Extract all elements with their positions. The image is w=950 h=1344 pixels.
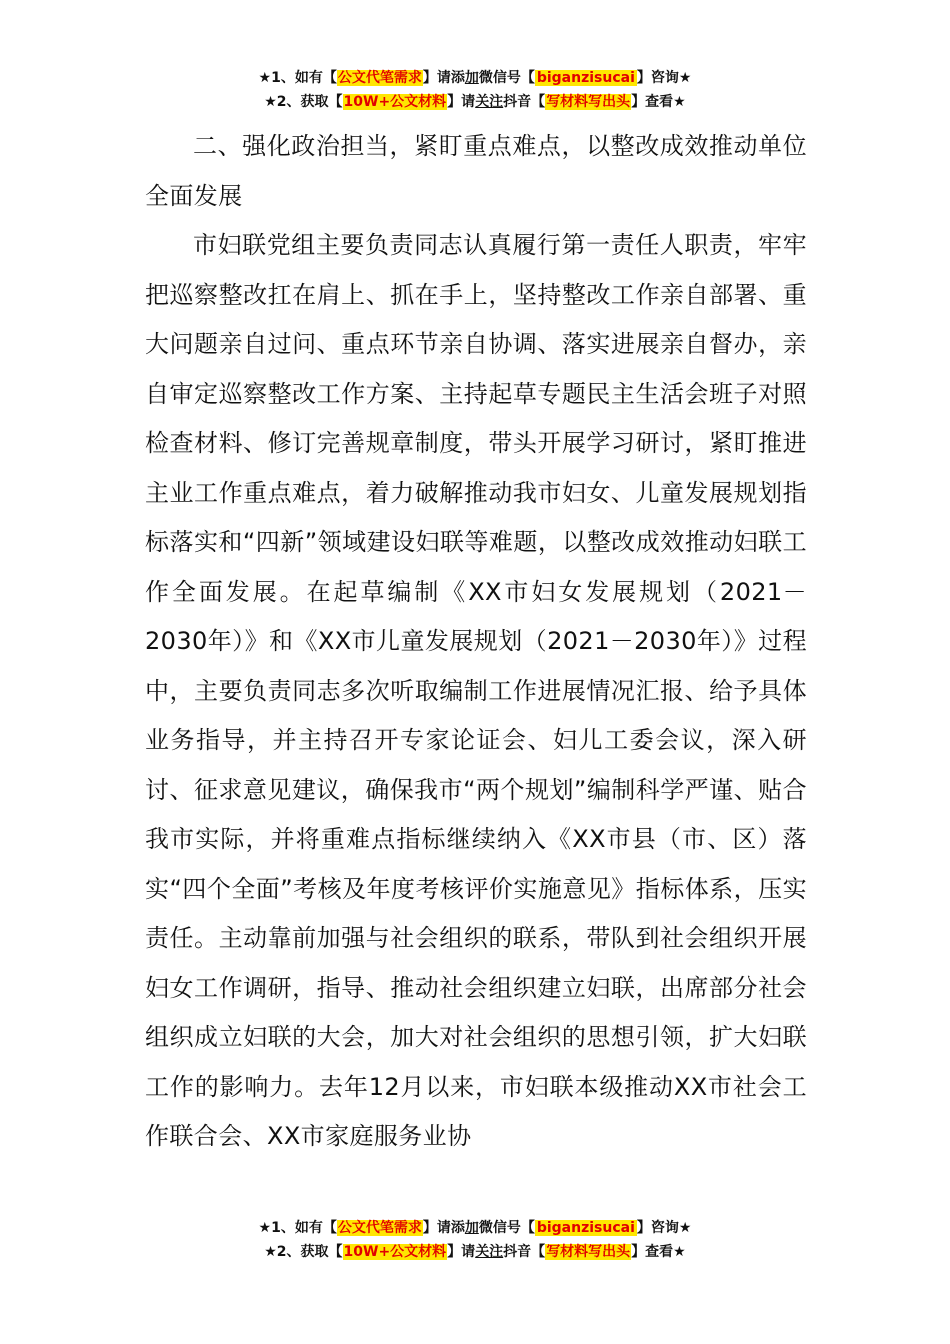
banner-text: 】请添 [422,1220,465,1236]
banner-text: 】咨询★ [636,1220,692,1236]
douyin-highlight: 写材料写出头 [546,1244,631,1260]
banner-highlight: 10W+公文材料 [343,1244,447,1260]
banner-highlight: 公文代笔需求 [337,1220,422,1236]
banner-underlined: 关注 [475,94,504,110]
banner-text: 】查看★ [631,1244,686,1260]
banner-underlined: 加 [464,1220,479,1236]
banner-text: ★2、获取【 [264,1244,343,1260]
banner-text: 】请 [447,1244,476,1260]
banner-text: ★1、如有【 [258,1220,337,1236]
banner-text: 】请添 [422,70,465,86]
wechat-id-highlight: biganzisucai [536,70,635,86]
banner-underlined: 关注 [475,1244,504,1260]
banner-text: 抖音【 [503,1244,546,1260]
banner-text: 抖音【 [503,94,546,110]
banner-line-1 [0,66,950,90]
douyin-highlight: 写材料写出头 [546,94,631,110]
footer-banner [0,1216,950,1264]
banner-text: ★2、获取【 [264,94,343,110]
banner-text: 】请 [447,94,476,110]
header-banner [0,66,950,114]
banner-text: 微信号【 [478,1220,535,1236]
banner-text: 微信号【 [478,70,535,86]
banner-line-2 [0,90,950,114]
banner-line-1 [0,1216,950,1240]
banner-highlight: 10W+公文材料 [343,94,447,110]
banner-text: 】咨询★ [636,70,692,86]
banner-text: 】查看★ [631,94,686,110]
banner-text: ★1、如有【 [258,70,337,86]
banner-highlight: 公文代笔需求 [337,70,422,86]
document-body [145,122,807,1162]
body-paragraph: 市妇联党组主要负责同志认真履行第一责任人职责，牢牢把巡察整改扛在肩上、抓在手上，坚持整改工作亲自部署、重大问题亲自过问、重点环节亲自协调、落实进展亲自督办，亲自审定巡察整改工作方案、主持起草专题民主生活会班子对照检查材料、修订完善规章制度，带头开展学习研讨，紧盯推进主业工作重点难点，着力破解推动我市妇女、儿童发展规划指标落实和“四新”领域建设妇联等难题，以整改成效推动妇联工作全面发展。在起草编制《XX市妇女发展规划（2021－2030年）》和《XX市儿童发展规划（2021－2030年）》过程中，主要负责同志多次听取编制工作进展情况汇报、给予具体业务指导，并主持召开专家论证会、妇儿工委会议，深入研讨、征求意见建议，确保我市“两个规划”编制科学严谨、贴合我市实际，并将重难点指标继续纳入《XX市县（市、区）落实“四个全面”考核及年度考核评价实施意见》指标体系，压实责任。主动靠前加强与社会组织的联系，带队到社会组织开展妇女工作调研，指导、推动社会组织建立妇联，出席部分社会组织成立妇联的大会，加大对社会组织的思想引领，扩大妇联工作的影响力。去年12月以来，市妇联本级推动XX市社会工作联合会、XX市家庭服务业协 [145,231,807,1150]
wechat-id-highlight: biganzisucai [536,1220,635,1236]
banner-underlined: 加 [464,70,479,86]
section-heading: 二、强化政治担当，紧盯重点难点，以整改成效推动单位全面发展 [145,132,807,210]
banner-line-2 [0,1240,950,1264]
